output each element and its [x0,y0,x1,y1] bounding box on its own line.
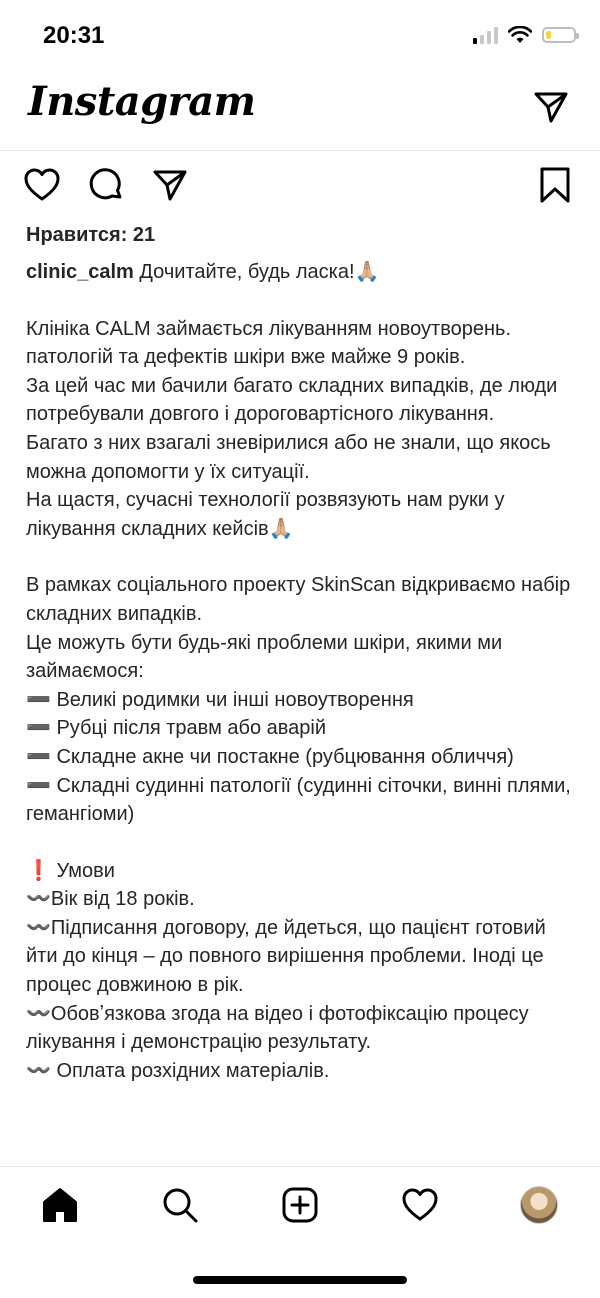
search-icon [161,1186,199,1224]
caption-list-item: ➖ Складне акне чи постакне (рубцювання обличчя) [26,745,514,768]
caption-line: За цей час ми бачили багато складних випадків, де люди потребували довгого і дороговартісного лікування. [26,374,558,426]
comment-icon[interactable] [87,166,125,204]
direct-message-icon[interactable] [532,88,570,126]
condition-item: 〰️Обовʼязкова згода на відео і фотофіксацію процесу лікування і демонстрацію результату. [26,1002,529,1054]
condition-item: 〰️ Оплата розхідних матеріалів. [26,1059,330,1082]
post-username[interactable]: clinic_calm [26,261,134,283]
nav-new-post[interactable] [280,1185,320,1225]
activity-heart-icon [401,1186,439,1224]
caption-line: На щастя, сучасні технології розвязують нам руки у лікування складних кейсів🙏🏼 [26,489,505,540]
paragraph-gap [26,543,578,571]
condition-item: 〰️Підписання договору, де йдеться, що пацієнт готовий йти до кінця – до повного вирішення проблеми. Іноді це процес довжиною в рік. [26,916,546,997]
caption-list-item: ➖ Рубці після травм або аварій [26,717,327,740]
nav-activity[interactable] [400,1185,440,1225]
bottom-nav [0,1166,600,1247]
paragraph-gap [26,829,578,857]
bookmark-icon[interactable] [536,166,574,204]
cellular-signal-icon [473,26,498,44]
profile-avatar [520,1186,558,1224]
new-post-icon [281,1186,319,1224]
caption-line: Багато з них взагалі зневірилися або не знали, що якось можна допомогти у їх ситуації. [26,431,551,483]
battery-fill [546,31,551,39]
home-indicator[interactable] [193,1276,407,1284]
share-icon[interactable] [151,166,189,204]
caption-line: Це можуть бути будь-які проблеми шкіри, якими ми займаємося: [26,631,503,683]
status-time: 20:31 [43,22,105,49]
conditions-heading: ❗️ Умови [26,859,115,882]
status-icons [473,26,576,44]
likes-count[interactable]: Нравится: 21 [26,224,156,246]
battery-icon [542,27,576,43]
caption-first-line [26,258,578,287]
condition-item: 〰️Вік від 18 років. [26,888,195,911]
caption-list-item: ➖ Складні судинні патології (судинні сіточки, винні плями, гемангіоми) [26,774,571,826]
nav-profile[interactable] [519,1185,559,1225]
wifi-icon [508,26,532,44]
caption-line: Клініка CALM займається лікуванням новоутворень. патологій та дефектів шкіри вже майже 9 років. [26,317,512,369]
nav-search[interactable] [160,1185,200,1225]
nav-home[interactable] [40,1185,80,1225]
caption-intro: Дочитайте, будь ласка!🙏🏼 [133,261,380,283]
app-header [0,72,600,151]
paragraph-gap [26,287,578,315]
post-caption [26,258,578,1085]
like-heart-icon[interactable] [23,166,61,204]
instagram-logo[interactable]: Instagram [28,78,256,125]
home-icon [41,1186,79,1224]
post-actions [0,160,600,208]
status-bar [0,0,600,72]
caption-list-item: ➖ Великі родимки чи інші новоутворення [26,688,414,711]
caption-line: В рамках соціального проекту SkinScan відкриваємо набір складних випадків. [26,574,571,625]
